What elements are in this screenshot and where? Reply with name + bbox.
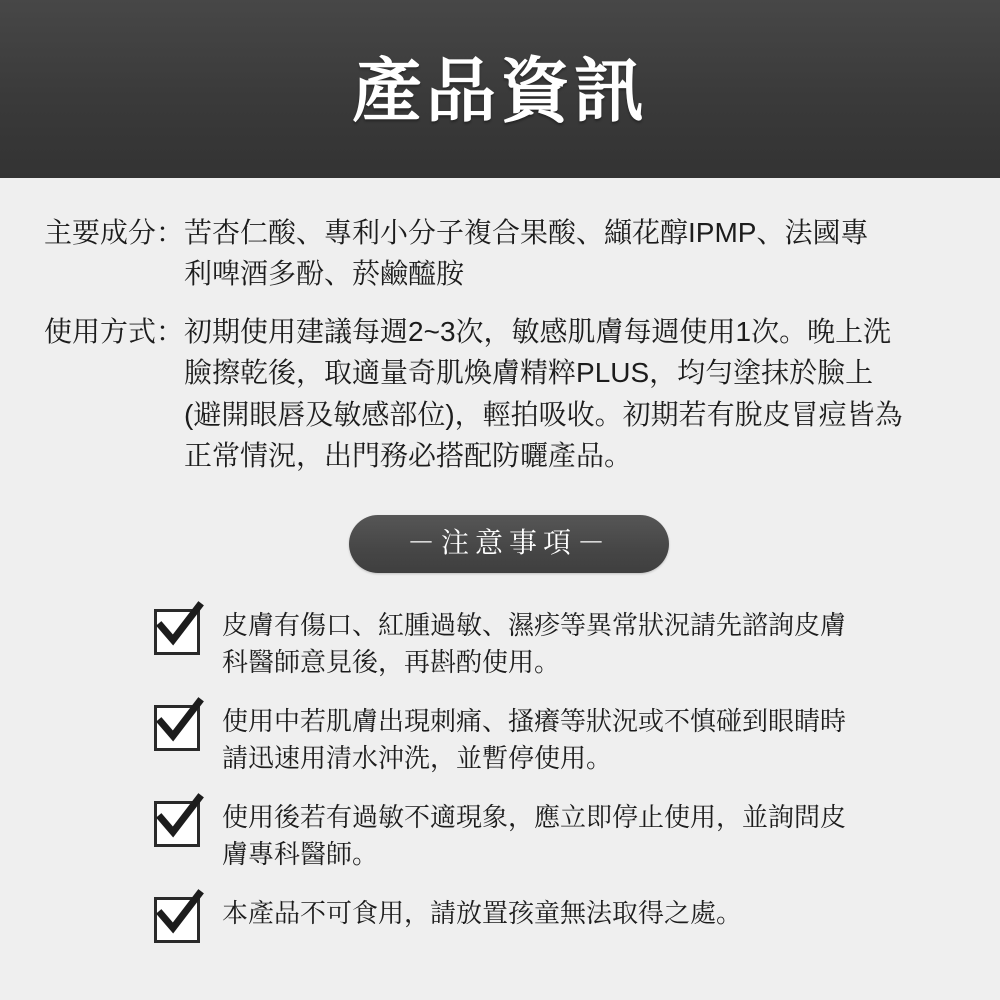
check-line: 使用中若肌膚出現刺痛、搔癢等狀況或不慎碰到眼睛時	[222, 706, 847, 737]
notice-heading-wrap	[44, 515, 974, 574]
list-item-text	[222, 607, 934, 681]
list-item	[154, 607, 934, 681]
info-line: 初期使用建議每週2~3次，敏感肌膚每週使用1次。晚上洗	[184, 315, 892, 347]
info-line: 利啤酒多酚、菸鹼醯胺	[184, 258, 465, 290]
check-line: 科醫師意見後，再斟酌使用。	[222, 647, 561, 678]
info-line: (避開眼唇及敏感部位)，輕拍吸收。初期若有脫皮冒痘皆為	[184, 398, 903, 430]
check-line: 使用後若有過敏不適現象，應立即停止使用，並詢問皮	[222, 802, 847, 833]
checkmark-icon	[154, 897, 200, 943]
check-line: 皮膚有傷口、紅腫過敏、濕疹等異常狀況請先諮詢皮膚	[222, 610, 847, 641]
list-item-text	[222, 895, 934, 932]
info-label-ingredients: 主要成分：	[44, 217, 185, 248]
info-label-usage: 使用方式：	[44, 315, 185, 347]
check-line: 膚專科醫師。	[222, 838, 379, 869]
checkmark-icon	[154, 609, 200, 655]
list-item-text	[222, 799, 934, 873]
info-value-usage	[184, 311, 974, 477]
check-line: 本產品不可食用，請放置孩童無法取得之處。	[222, 897, 743, 928]
list-item	[154, 703, 934, 777]
info-row-usage	[44, 311, 974, 477]
info-value-ingredients	[184, 212, 974, 295]
page-title: 產品資訊	[352, 52, 648, 130]
checkmark-icon	[154, 705, 200, 751]
notice-checklist	[44, 607, 974, 942]
checkmark-icon	[154, 801, 200, 847]
product-info-body	[0, 178, 1000, 943]
info-line: 苦杏仁酸、專利小分子複合果酸、纈花醇IPMP、法國專	[184, 217, 869, 248]
list-item-text	[222, 703, 934, 777]
info-line: 臉擦乾後，取適量奇肌煥膚精粹PLUS，均勻塗抹於臉上	[184, 357, 874, 389]
list-item	[154, 799, 934, 873]
list-item	[154, 895, 934, 943]
check-line: 請迅速用清水沖洗，並暫停使用。	[222, 743, 613, 774]
notice-heading-pill: －注意事項－	[349, 515, 669, 574]
info-row-ingredients	[44, 212, 974, 295]
page-header	[0, 0, 1000, 178]
info-line: 正常情況，出門務必搭配防曬產品。	[184, 440, 633, 472]
